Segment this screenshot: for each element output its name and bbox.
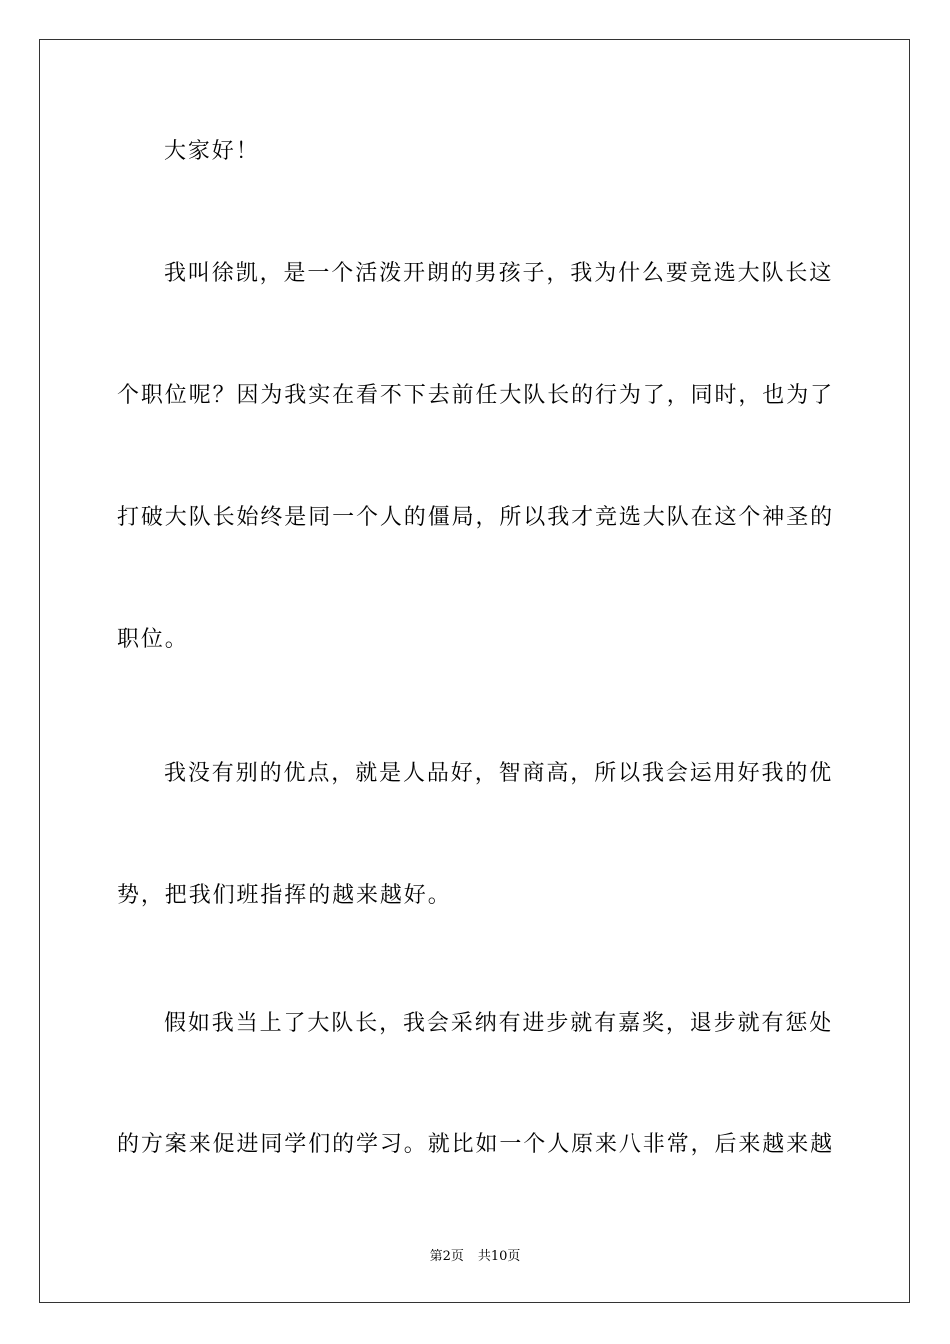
page-number: 第2页 [429, 1249, 464, 1264]
paragraph-line: 个职位呢？因为我实在看不下去前任大队长的行为了，同时，也为了 [117, 383, 835, 408]
page-frame [39, 39, 910, 1303]
paragraph-line: 的方案来促进同学们的学习。就比如一个人原来八非常，后来越来越 [117, 1132, 835, 1157]
greeting-line: 大家好！ [164, 139, 260, 164]
paragraph-line: 我没有别的优点，就是人品好，智商高，所以我会运用好我的优 [164, 761, 834, 786]
page-footer [0, 1248, 950, 1266]
paragraph-line: 打破大队长始终是同一个人的僵局，所以我才竞选大队在这个神圣的 [117, 505, 835, 530]
page-total: 共10页 [477, 1249, 521, 1264]
paragraph-line: 职位。 [117, 627, 189, 652]
paragraph-line: 势，把我们班指挥的越来越好。 [117, 883, 452, 908]
paragraph-line: 我叫徐凯，是一个活泼开朗的男孩子，我为什么要竞选大队长这 [164, 261, 834, 286]
paragraph-line: 假如我当上了大队长，我会采纳有进步就有嘉奖，退步就有惩处 [164, 1011, 834, 1036]
